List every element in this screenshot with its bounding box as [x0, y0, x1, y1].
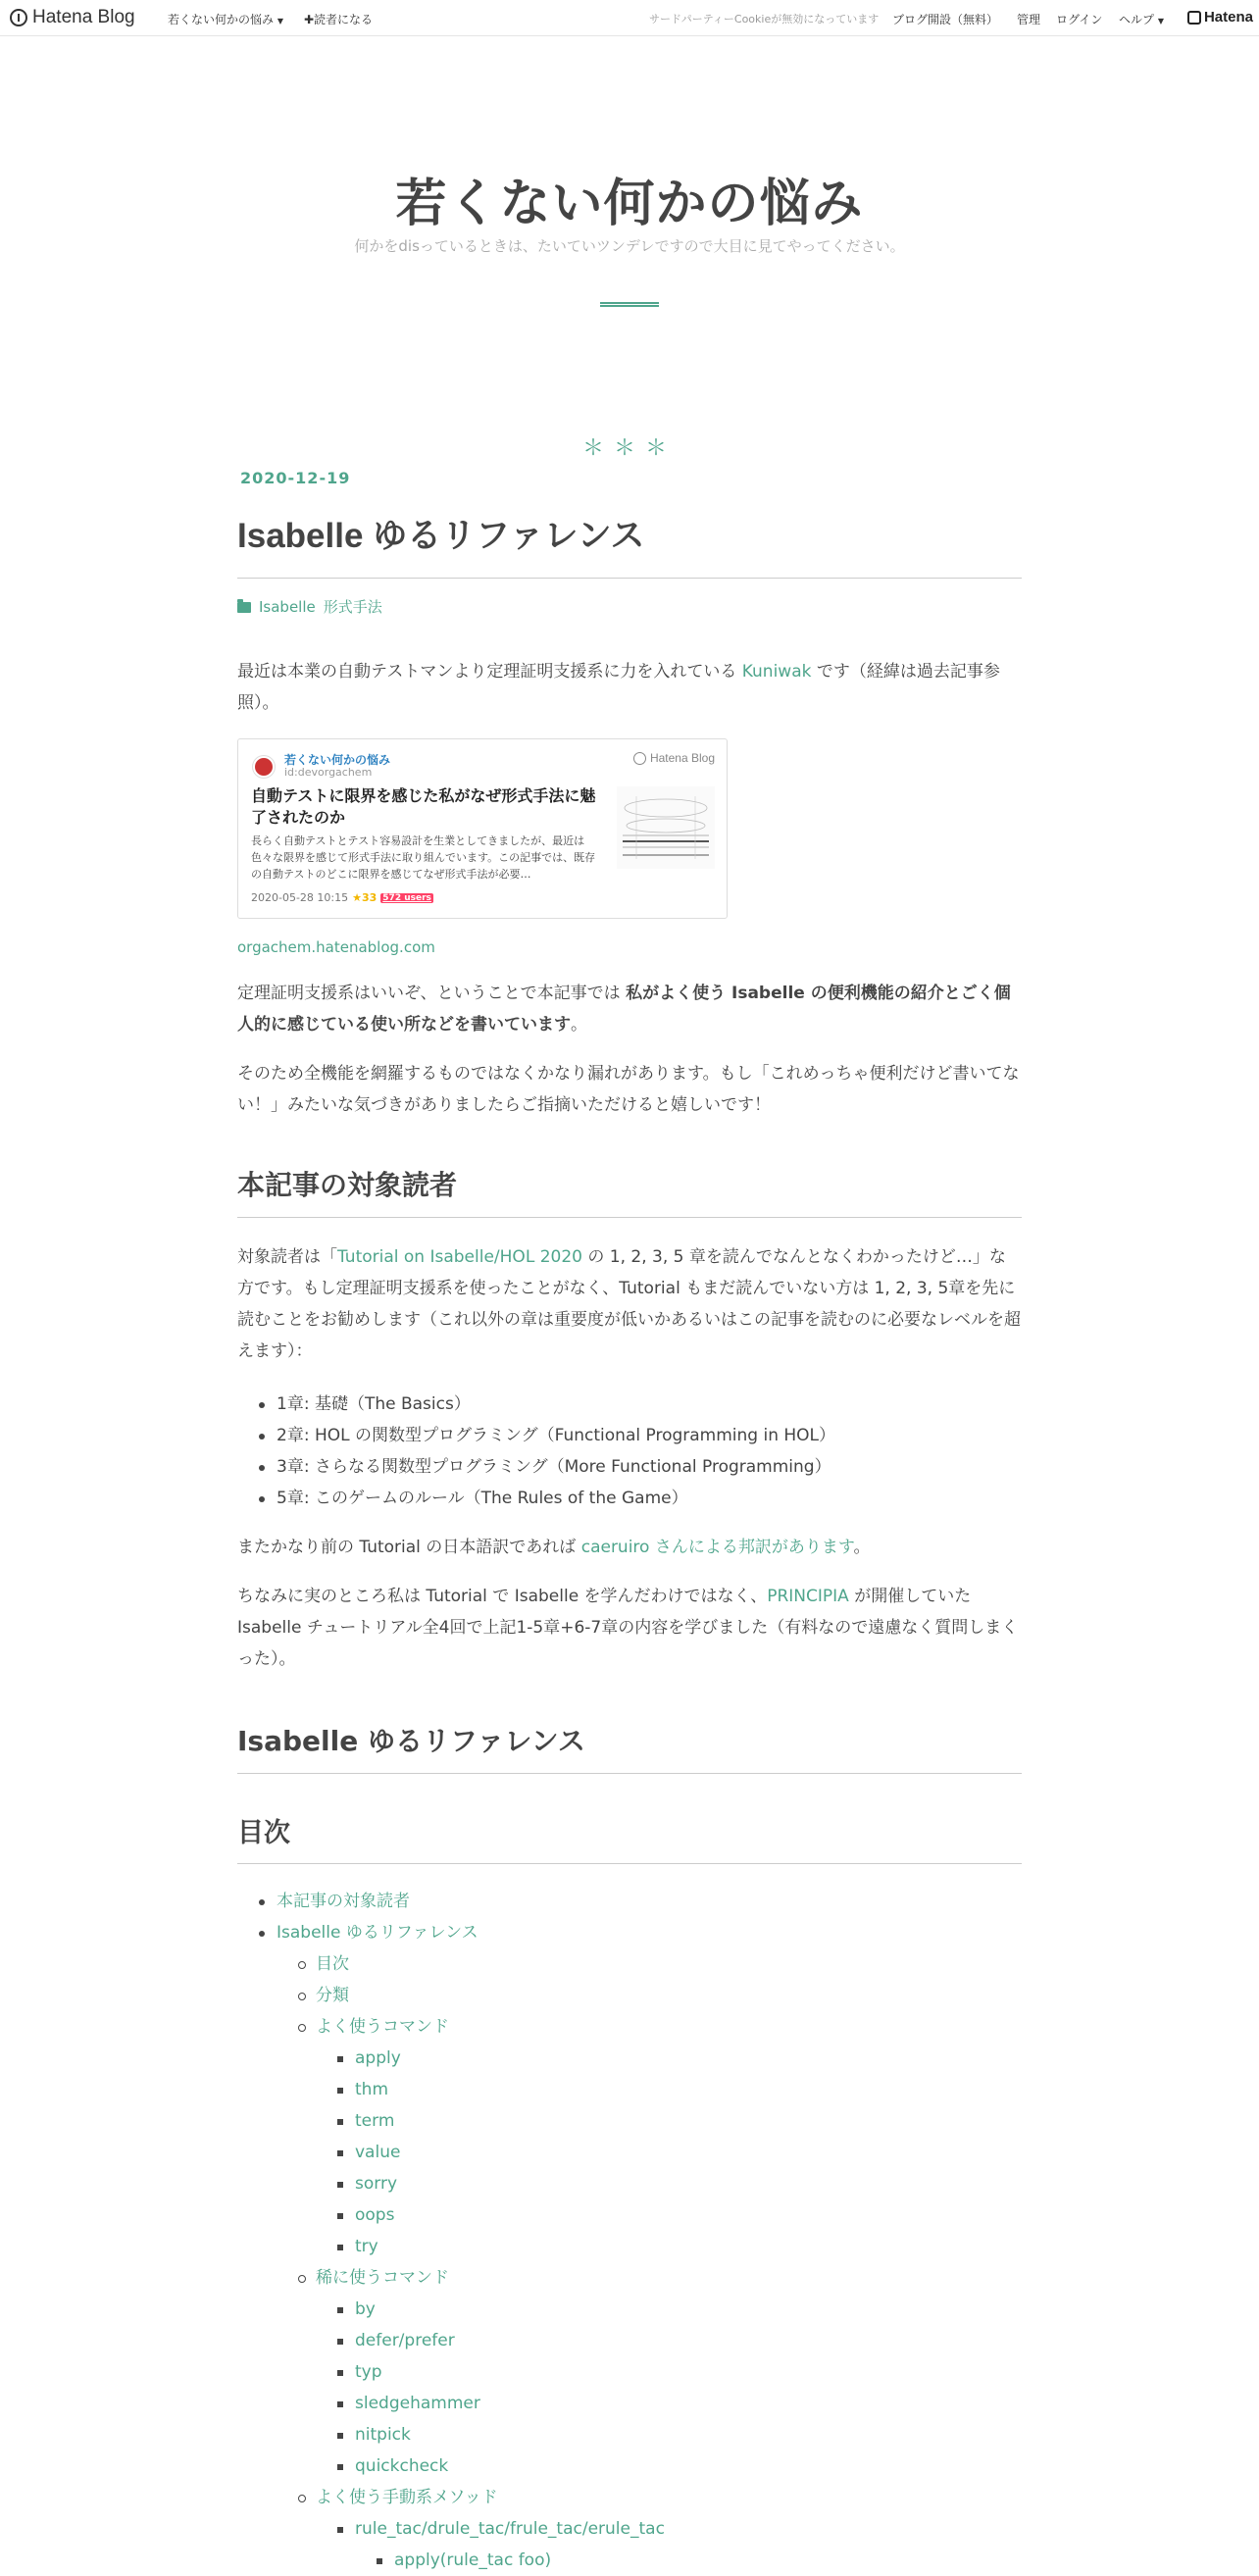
- toc-item: [237, 2043, 1022, 2074]
- paragraph-readers: [237, 1241, 1022, 1367]
- caret-down-icon: ▼: [1157, 17, 1164, 25]
- paragraph-purpose: [237, 978, 1022, 1040]
- toc-item: [237, 2450, 1022, 2482]
- embed-thumbnail: [617, 786, 715, 869]
- toc-item: [237, 2074, 1022, 2105]
- toc-item: [237, 1917, 1022, 1948]
- toc-item: [237, 2388, 1022, 2419]
- toc-link[interactable]: 分類: [316, 1986, 349, 2005]
- toc-link[interactable]: rule_tac/drule_tac/frule_tac/erule_tac: [355, 2519, 665, 2539]
- embed-blog-name[interactable]: 若くない何かの悩み: [284, 753, 391, 767]
- toc-item: [237, 2137, 1022, 2168]
- purpose-text-post: 。: [571, 1015, 587, 1035]
- embed-url-link[interactable]: orgachem.hatenablog.com: [237, 938, 435, 956]
- toc-item: [237, 2199, 1022, 2231]
- chapter-list-item: 3章: さらなる関数型プログラミング（More Functional Programming）: [259, 1451, 1022, 1483]
- open-blog-link[interactable]: ブログ開設（無料）: [892, 13, 999, 26]
- embed-description: 長らく自動テストとテスト容易設計を生業としてきましたが、最近は色々な限界を感じて形式手法に取り組んでいます。この記事では、既存の自動テストのどこに限界を感じてなぜ形式手法が必要…: [251, 834, 596, 881]
- help-label: ヘルプ: [1119, 13, 1155, 26]
- hatena-blog-logo-icon: [10, 9, 27, 26]
- author-avatar: [253, 756, 275, 778]
- toc-link[interactable]: 稀に使うコマンド: [316, 2268, 449, 2288]
- embed-brand-label: Hatena Blog: [649, 751, 715, 765]
- chapter-list: [237, 1389, 1022, 1514]
- toc-item: [237, 2011, 1022, 2043]
- cookie-notice: サードパーティーCookieが無効になっています: [649, 13, 880, 25]
- blog-menu-dropdown[interactable]: [168, 11, 283, 27]
- toc-link[interactable]: try: [355, 2237, 378, 2256]
- admin-link[interactable]: 管理: [1017, 13, 1041, 26]
- toc-item: [237, 2168, 1022, 2199]
- blog-description: 何かをdisっているときは、たいていツンデレですので大目に見てやってください。: [354, 237, 905, 255]
- intro-text: 最近は本業の自動テストマンより定理証明支援系に力を入れている: [237, 662, 742, 682]
- principia-text-post: が開催していた Isabelle チュートリアル全4回で上記1-5章+6-7章の内容を学びました（有料なので遠慮なく質問しまくった）。: [237, 1587, 1019, 1669]
- entry-content: [237, 461, 1022, 2576]
- heading-target-readers: 本記事の対象読者: [237, 1164, 1022, 1218]
- folder-icon: [237, 602, 251, 613]
- toc-item: [237, 1886, 1022, 1917]
- toc-item: [237, 2294, 1022, 2325]
- entry-categories: [237, 596, 1022, 617]
- toc-item: [237, 2482, 1022, 2513]
- entry-separator-stars: ＊＊＊: [581, 436, 677, 461]
- table-of-contents: [237, 1886, 1022, 2576]
- ja-text: またかなり前の Tutorial の日本語訳であれば: [237, 1538, 581, 1557]
- principia-text: ちなみに実のところ私は Tutorial で Isabelle を学んだわけではなく、: [237, 1587, 768, 1606]
- hatena-icon: [1187, 11, 1201, 25]
- toc-item: [237, 1948, 1022, 1980]
- paragraph-principia: [237, 1581, 1022, 1675]
- embed-title[interactable]: 自動テストに限界を感じた私がなぜ形式手法に魅了されたのか: [251, 786, 596, 827]
- blog-title[interactable]: 若くない何かの悩み: [395, 175, 864, 233]
- toc-item: [237, 2325, 1022, 2356]
- blog-menu-label: 若くない何かの悩み: [168, 13, 275, 26]
- entry-title[interactable]: Isabelle ゆるリファレンス: [237, 517, 645, 555]
- title-divider: [600, 302, 659, 307]
- category-isabelle[interactable]: Isabelle: [259, 597, 316, 616]
- toc-item: [237, 2105, 1022, 2137]
- purpose-text: 定理証明支援系はいいぞ、ということで本記事では: [237, 984, 627, 1003]
- toc-item: [237, 2231, 1022, 2262]
- toc-link[interactable]: oops: [355, 2205, 395, 2225]
- toc-link[interactable]: Isabelle ゆるリファレンス: [277, 1923, 478, 1943]
- toc-link[interactable]: よく使う手動系メソッド: [316, 2488, 498, 2507]
- readers-text: 対象読者は「: [237, 1247, 337, 1267]
- category-formal-methods[interactable]: 形式手法: [323, 598, 382, 616]
- hatena-blog-icon: [633, 752, 646, 765]
- readers-text-post: の 1, 2, 3, 5 章を読んでなんとなくわかったけど…」な方です。もし定理証明支援系を使ったことがなく、Tutorial もまだ読んでいない方は 1, 2, 3, 5章を先に読むことをお勧めします（これ以外の章は重要度が低いかあるいはこの記事を読むのに必要なレベルを超えます）：: [237, 1247, 1021, 1361]
- toc-link[interactable]: 本記事の対象読者: [277, 1892, 410, 1911]
- toc-link[interactable]: term: [355, 2111, 395, 2131]
- toc-item: [237, 2262, 1022, 2294]
- caret-down-icon: ▼: [277, 17, 283, 25]
- toc-link[interactable]: defer/prefer: [355, 2331, 455, 2350]
- toc-link[interactable]: nitpick: [355, 2425, 411, 2445]
- intro-text-post: です（経緯は過去記事参照）。: [237, 662, 1000, 713]
- toc-item: [237, 2545, 1022, 2576]
- toc-link[interactable]: よく使うコマンド: [316, 2017, 449, 2037]
- ja-text-post: 。: [853, 1538, 871, 1557]
- hatena-blog-logo-text: Hatena Blog: [32, 7, 135, 27]
- subscribe-button[interactable]: ✚読者になる: [304, 13, 374, 26]
- paragraph-japanese-translation: [237, 1532, 1022, 1563]
- paragraph-coverage: そのため全機能を網羅するものではなくかなり漏れがあります。もし「これめっちゃ便利だけど書いてない！」みたいな気づきがありましたらご指摘いただけると嬉しいです！: [237, 1064, 1020, 1115]
- hatena-blog-logo[interactable]: [10, 7, 135, 28]
- embed-bookmark-users[interactable]: 572 users: [382, 892, 431, 903]
- chapter-list-item: 1章: 基礎（The Basics）: [259, 1389, 1022, 1420]
- hatena-label: Hatena: [1203, 9, 1253, 25]
- toc-item: [237, 1980, 1022, 2011]
- purpose-bold-text: 私がよく使う Isabelle の便利機能の紹介とごく個人的に感じている使い所などを書いています: [237, 984, 1011, 1035]
- toc-link[interactable]: thm: [355, 2080, 388, 2099]
- entry-title-divider: [237, 578, 1022, 579]
- toc-link[interactable]: apply: [355, 2048, 401, 2068]
- chapter-list-item: 2章: HOL の関数型プログラミング（Functional Programming in HOL）: [259, 1420, 1022, 1451]
- toc-link[interactable]: quickcheck: [355, 2456, 449, 2476]
- global-header: [0, 0, 1259, 36]
- intro-paragraph: [237, 656, 1022, 719]
- toc-link[interactable]: typ: [355, 2362, 382, 2382]
- help-dropdown[interactable]: [1119, 11, 1164, 27]
- principia-link[interactable]: PRINCIPIA: [767, 1587, 849, 1606]
- heading-toc: 目次: [237, 1811, 1022, 1864]
- entry-date[interactable]: 2020-12-19: [240, 469, 351, 487]
- toc-link[interactable]: sorry: [355, 2174, 397, 2194]
- blog-embed-card[interactable]: [237, 738, 728, 919]
- login-link[interactable]: ログイン: [1056, 13, 1103, 26]
- toc-link[interactable]: sledgehammer: [355, 2394, 480, 2413]
- heading-isabelle-reference: Isabelle ゆるリファレンス: [237, 1720, 1022, 1774]
- hatena-link[interactable]: [1187, 9, 1253, 25]
- toc-item: [237, 2419, 1022, 2450]
- kuniwak-link[interactable]: Kuniwak: [741, 662, 812, 682]
- toc-item: [237, 2356, 1022, 2388]
- embed-date: 2020-05-28 10:15: [251, 891, 349, 904]
- chapter-list-item: 5章: このゲームのルール（The Rules of the Game）: [259, 1483, 1022, 1514]
- tutorial-link[interactable]: Tutorial on Isabelle/HOL 2020: [337, 1247, 582, 1267]
- toc-link[interactable]: apply(rule_tac foo): [394, 2551, 552, 2570]
- embed-star-count[interactable]: ★33: [352, 891, 378, 904]
- toc-link[interactable]: 目次: [316, 1954, 349, 1974]
- embed-brand: [633, 751, 715, 765]
- caeruiro-translation-link[interactable]: caeruiro さんによる邦訳があります: [580, 1538, 854, 1557]
- embed-meta: [251, 891, 433, 904]
- toc-link[interactable]: value: [355, 2143, 401, 2162]
- toc-link[interactable]: by: [355, 2299, 376, 2319]
- embed-blog-id: id:devorgachem: [284, 766, 373, 779]
